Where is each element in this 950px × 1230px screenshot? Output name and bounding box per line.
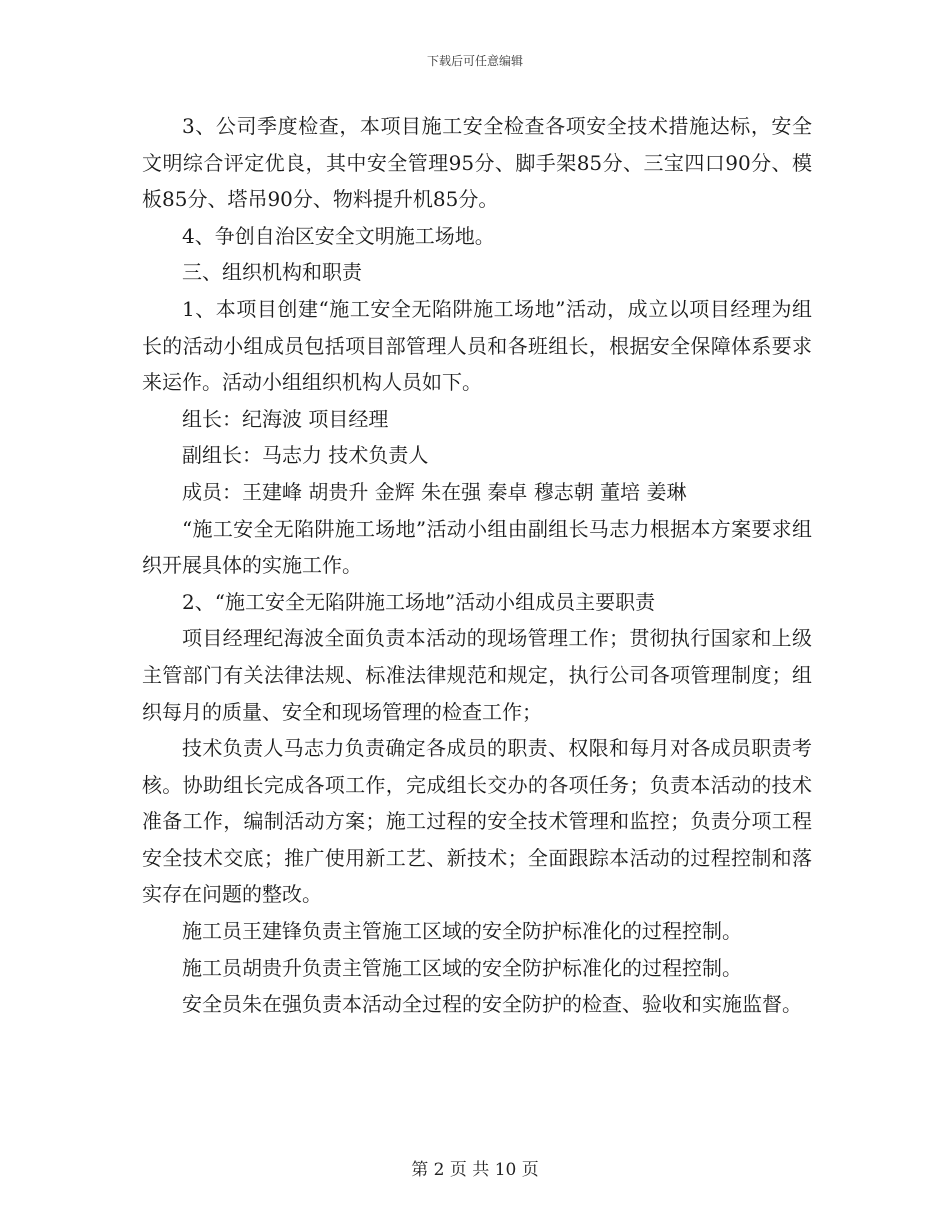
group-leader-line: 组长：纪海波 项目经理 bbox=[182, 406, 389, 431]
paragraph-project-manager-duties: 项目经理纪海波全面负责本活动的现场管理工作；贯彻执行国家和上级主管部门有关法律法规、标准法律规范和规定，执行公司各项管理制度；组织每月的质量、安全和现场管理的检查工作； bbox=[142, 626, 812, 724]
paragraph-safety-officer-zhu: 安全员朱在强负责本活动全过程的安全防护的检查、验收和实施监督。 bbox=[182, 992, 802, 1017]
paragraph-safety-site-goal: 4、争创自治区安全文明施工场地。 bbox=[182, 223, 495, 248]
paragraph-implementation: “施工安全无陷阱施工场地”活动小组由副组长马志力根据本方案要求组织开展具体的实施工作。 bbox=[142, 516, 812, 578]
page-header: 下载后可任意编辑 bbox=[426, 54, 523, 68]
paragraph-technical-lead-duties: 技术负责人马志力负责确定各成员的职责、权限和每月对各成员职责考核。协助组长完成各项工作，完成组长交办的各项任务；负责本活动的技术准备工作，编制活动方案；施工过程的安全技术管理和监控；负责分项工程安全技术交底；推广使用新工艺、新技术；全面跟踪本活动的过程控制和落实存在问题的整改。 bbox=[142, 736, 812, 907]
paragraph-constructor-wang: 施工员王建锋负责主管施工区域的安全防护标准化的过程控制。 bbox=[182, 919, 742, 944]
deputy-leader-line: 副组长：马志力 技术负责人 bbox=[182, 443, 429, 468]
page-number-footer: 第 2 页 共 10 页 bbox=[411, 1160, 539, 1180]
section-heading-organization: 三、组织机构和职责 bbox=[182, 260, 362, 285]
members-line: 成员：王建峰 胡贵升 金辉 朱在强 秦卓 穆志朝 董培 姜琳 bbox=[182, 479, 687, 504]
subheading-member-duties: 2、“施工安全无陷阱施工场地”活动小组成员主要职责 bbox=[182, 589, 656, 614]
paragraph-constructor-hu: 施工员胡贵升负责主管施工区域的安全防护标准化的过程控制。 bbox=[182, 955, 742, 980]
document-body bbox=[142, 108, 812, 1023]
paragraph-activity-group: 1、本项目创建“施工安全无陷阱施工场地”活动，成立以项目经理为组长的活动小组成员包括项目部管理人员和各班组长，根据安全保障体系要求来运作。活动小组组织机构人员如下。 bbox=[142, 296, 812, 395]
paragraph-quarterly-inspection: 3、公司季度检查，本项目施工安全检查各项安全技术措施达标，安全文明综合评定优良，其中安全管理95分、脚手架85分、三宝四口90分、模板85分、塔吊90分、物料提升机85分。 bbox=[142, 114, 812, 212]
